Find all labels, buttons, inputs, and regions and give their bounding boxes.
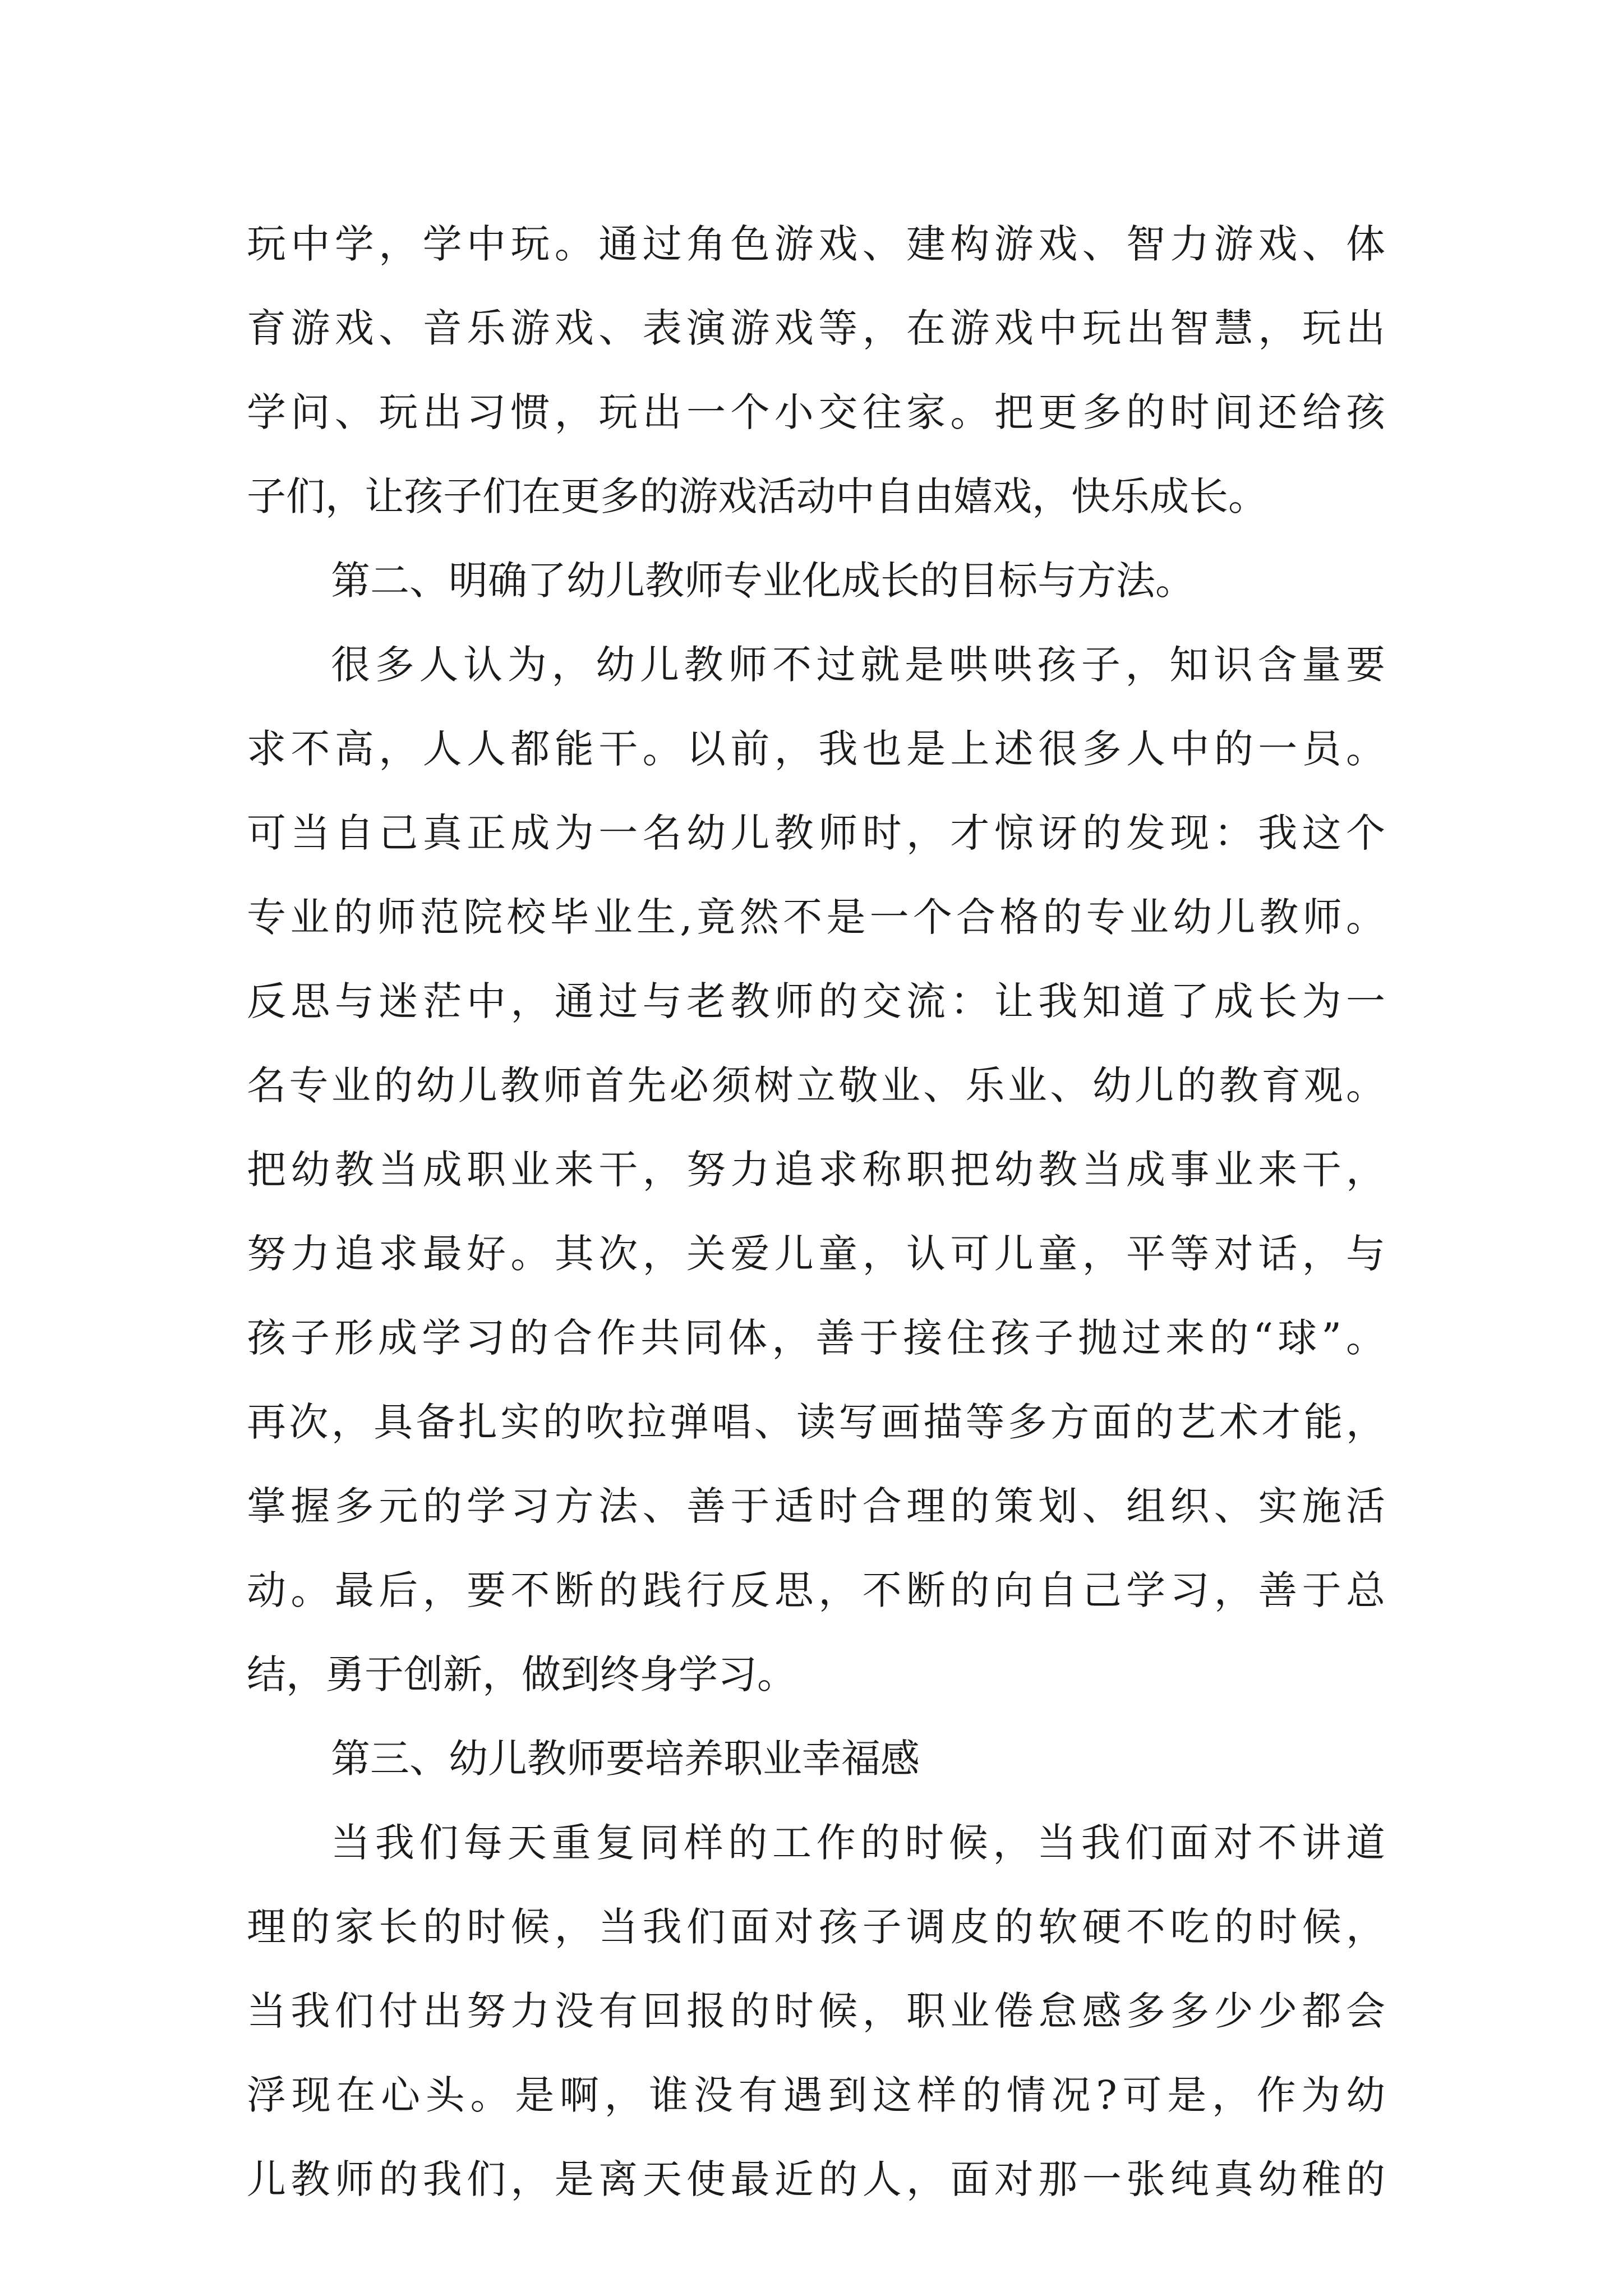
section-heading-second (247, 539, 1385, 623)
text-line: 动。最后，要不断的践行反思，不断的向自己学习，善于总 (247, 1567, 1385, 1613)
paragraph-professional-growth (247, 623, 1385, 1717)
text-line: 努力追求最好。其次，关爱儿童，认可儿童，平等对话，与 (247, 1231, 1385, 1277)
text-line: 育游戏、音乐游戏、表演游戏等，在游戏中玩出智慧，玩出 (247, 305, 1385, 351)
text-line: 浮现在心头。是啊，谁没有遇到这样的情况?可是，作为幼 (247, 2072, 1385, 2118)
paragraph-happiness (247, 1801, 1385, 2221)
text-line: 可当自己真正成为一名幼儿教师时，才惊讶的发现：我这个 (247, 810, 1385, 856)
text-line: 很多人认为，幼儿教师不过就是哄哄孩子，知识含量要 (331, 642, 1385, 688)
section-heading-third (247, 1717, 1385, 1801)
text-line: 玩中学，学中玩。通过角色游戏、建构游戏、智力游戏、体 (247, 221, 1385, 267)
text-line: 第二、明确了幼儿教师专业化成长的目标与方法。 (331, 558, 1195, 604)
text-line: 学问、玩出习惯，玩出一个小交往家。把更多的时间还给孩 (247, 389, 1385, 435)
text-line: 当我们付出努力没有回报的时候，职业倦怠感多多少少都会 (247, 1988, 1385, 2034)
text-line: 第三、幼儿教师要培养职业幸福感 (331, 1736, 920, 1782)
text-line: 反思与迷茫中，通过与老教师的交流：让我知道了成长为一 (247, 978, 1385, 1024)
text-line: 求不高，人人都能干。以前，我也是上述很多人中的一员。 (247, 726, 1385, 772)
text-line: 结，勇于创新，做到终身学习。 (247, 1651, 796, 1697)
text-line: 孩子形成学习的合作共同体，善于接住孩子抛过来的“球”。 (247, 1315, 1385, 1361)
text-line: 名专业的幼儿教师首先必须树立敬业、乐业、幼儿的教育观。 (247, 1062, 1385, 1108)
text-line: 理的家长的时候，当我们面对孩子调皮的软硬不吃的时候， (247, 1904, 1385, 1950)
text-line: 把幼教当成职业来干，努力追求称职把幼教当成事业来干， (247, 1147, 1385, 1193)
text-line: 当我们每天重复同样的工作的时候，当我们面对不讲道 (331, 1820, 1385, 1866)
paragraph-games (247, 202, 1385, 539)
text-line: 子们，让孩子们在更多的游戏活动中自由嬉戏，快乐成长。 (247, 473, 1267, 519)
text-line: 掌握多元的学习方法、善于适时合理的策划、组织、实施活 (247, 1483, 1385, 1529)
document-body (247, 202, 1385, 2221)
text-line: 专业的师范院校毕业生,竟然不是一个合格的专业幼儿教师。 (247, 894, 1385, 940)
text-line: 再次，具备扎实的吹拉弹唱、读写画描等多方面的艺术才能， (247, 1399, 1385, 1445)
text-line: 儿教师的我们，是离天使最近的人，面对那一张纯真幼稚的 (247, 2156, 1385, 2202)
